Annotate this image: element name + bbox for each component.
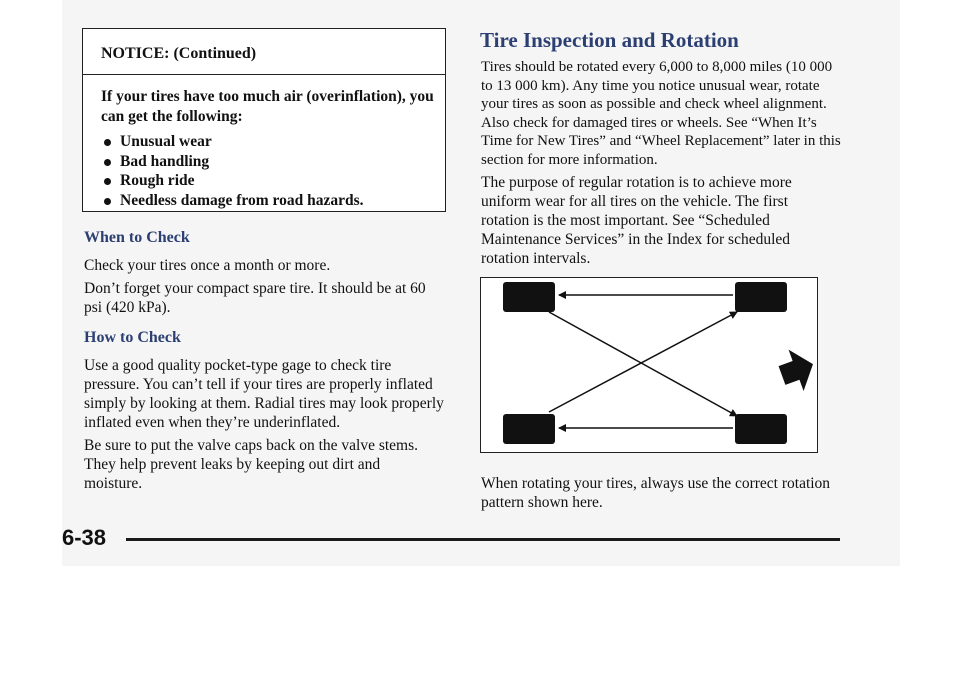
- front-left-tire: [503, 282, 555, 312]
- rear-right-tire: [735, 414, 787, 444]
- front-right-tire: [735, 282, 787, 312]
- how-to-check-heading: How to Check: [84, 329, 181, 346]
- notice-item: Bad handling: [101, 152, 435, 172]
- how-to-check-paragraph: Be sure to put the valve caps back on the valve stems. They help prevent leaks by keeping out dirt and moisture.: [84, 437, 419, 492]
- notice-title: NOTICE: (Continued): [83, 29, 445, 75]
- rotation-paragraph: Tires should be rotated every 6,000 to 8,000 miles (10 000 to 13 000 km). Any time you notice unusual wear, rotate your tires as soon as possible and check wheel alignment. Also check for damaged tires or wheels. See “When It’s Time for New Tires” and “Wheel Replacement” later in this section for more information.: [481, 59, 841, 168]
- notice-list: [101, 132, 435, 210]
- how-to-check-paragraph: Use a good quality pocket-type gage to check tire pressure. You can’t tell if your tires are properly inflated simply by looking at them. Radial tires may look properly inflated even when they’re underinflated.: [84, 357, 444, 431]
- rotation-caption: When rotating your tires, always use the correct rotation pattern shown here.: [481, 475, 831, 511]
- notice-intro: If your tires have too much air (overinflation), you can get the following:: [101, 88, 434, 125]
- page-number: 6-38: [62, 525, 107, 550]
- when-to-check-paragraph: Check your tires once a month or more.: [84, 257, 331, 274]
- footer-rule: [126, 538, 840, 541]
- forward-direction-arrow-icon: [774, 344, 819, 397]
- notice-item: Needless damage from road hazards.: [101, 191, 435, 211]
- when-to-check-paragraph: Don’t forget your compact spare tire. It should be at 60 psi (420 kPa).: [84, 280, 426, 316]
- rotation-diagram: [480, 277, 818, 453]
- notice-item: Rough ride: [101, 171, 435, 191]
- notice-box: [82, 28, 446, 212]
- rotation-paragraph: The purpose of regular rotation is to achieve more uniform wear for all tires on the vehicle. The first rotation is the most important. See “Scheduled Maintenance Services” in the Index for scheduled rotation intervals.: [481, 174, 792, 267]
- rear-left-tire: [503, 414, 555, 444]
- rotation-heading: Tire Inspection and Rotation: [480, 28, 739, 52]
- notice-item: Unusual wear: [101, 132, 435, 152]
- rotation-pattern-graphic: [481, 278, 819, 454]
- when-to-check-heading: When to Check: [84, 229, 190, 246]
